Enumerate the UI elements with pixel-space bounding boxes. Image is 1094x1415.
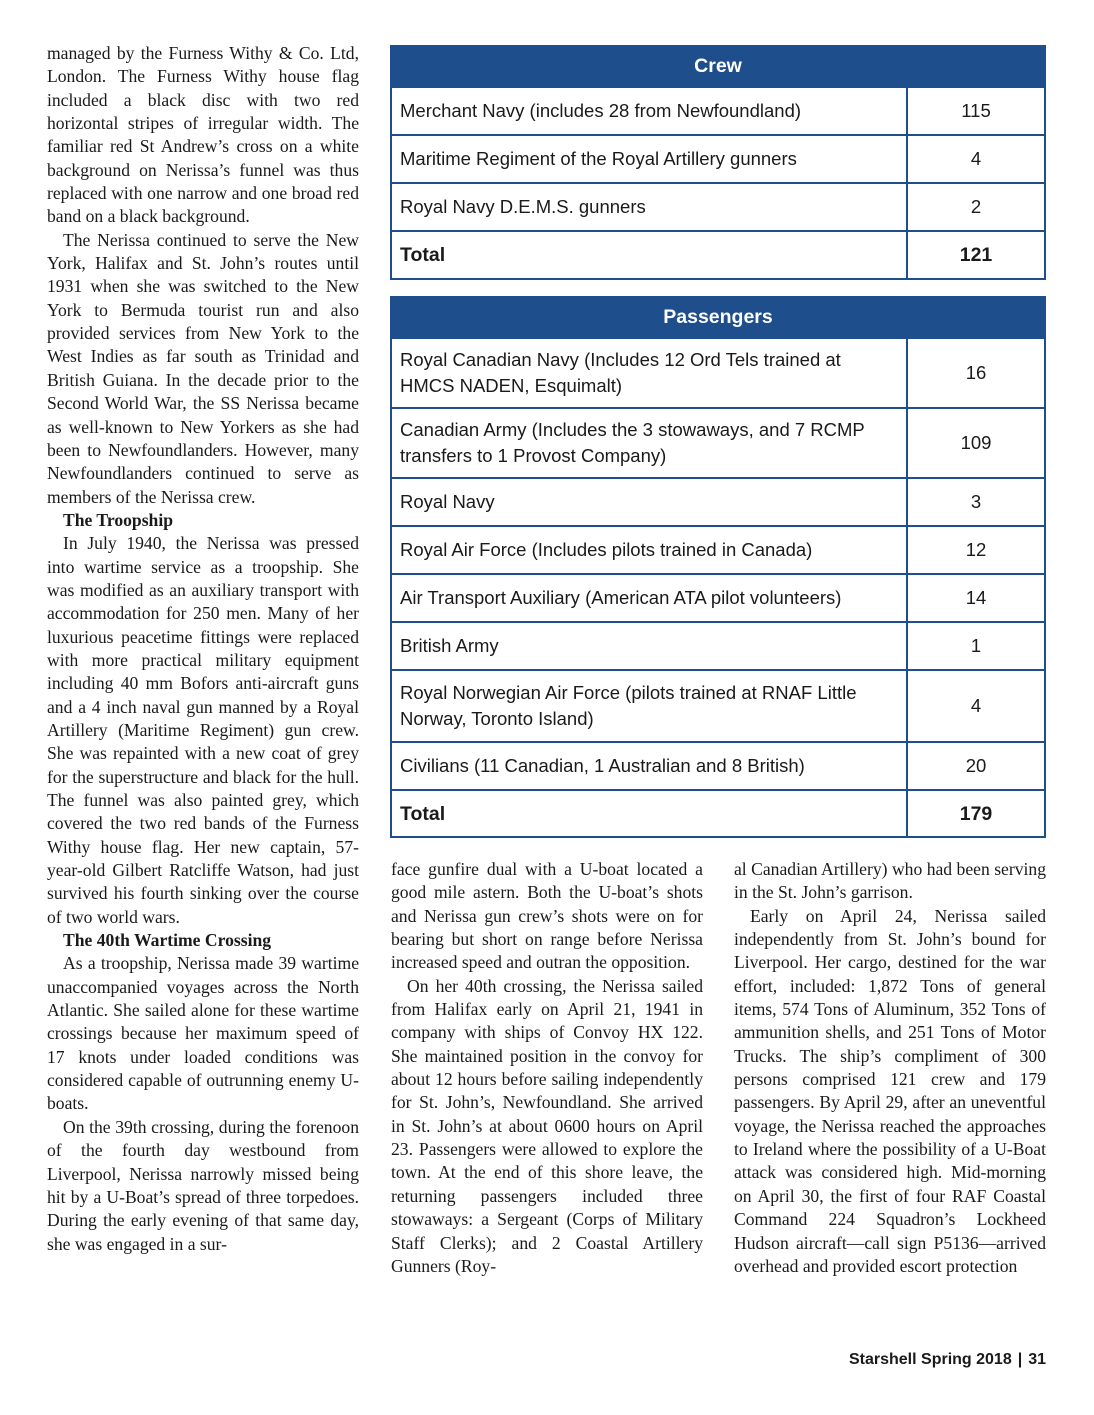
paragraph: The Nerissa continued to serve the New York, Halifax and St. John’s routes until 1931 when she was switched to the New York to Bermuda tourist run and also provided services from New York to the West Indies as far south as Trinidad and British Guiana. In the decade prior to the Second World War, the SS Nerissa became as well-known to New Yorkers as she had been to Newfoundlanders. However, many Newfoundlanders continued to serve as members of the Nerissa crew. <box>47 229 359 507</box>
total-label: Total <box>391 231 907 279</box>
row-label: Royal Norwegian Air Force (pilots trained at RNAF Little Norway, Toronto Island) <box>391 670 907 742</box>
crew-table-title: Crew <box>391 46 1045 87</box>
paragraph: On her 40th crossing, the Nerissa sailed from Halifax early on April 21, 1941 in company with ships of Convoy HX 122. She maintained position in the convoy for about 12 hours before sailing independently for St. John’s, Newfoundland. She arrived in St. John’s at about 0600 hours on April 23. Passengers were allowed to explore the town. At the end of this shore leave, the returning passengers included three stowaways: a Sergeant (Corps of Military Staff Clerks); and 2 Coastal Artillery Gunners (Roy- <box>391 975 703 1276</box>
table-row <box>391 622 1045 670</box>
table-header-row <box>391 297 1045 338</box>
row-value: 4 <box>907 135 1045 183</box>
total-label: Total <box>391 790 907 837</box>
section-heading: The 40th Wartime Crossing <box>63 930 272 951</box>
table-row <box>391 526 1045 574</box>
table-row <box>391 574 1045 622</box>
row-value: 4 <box>907 670 1045 742</box>
passengers-table-title: Passengers <box>391 297 1045 338</box>
row-label: Royal Navy D.E.M.S. gunners <box>391 183 907 231</box>
total-value: 179 <box>907 790 1045 837</box>
table-row <box>391 183 1045 231</box>
row-label: Royal Canadian Navy (Includes 12 Ord Tels trained at HMCS NADEN, Esquimalt) <box>391 338 907 408</box>
row-label: Royal Navy <box>391 478 907 526</box>
paragraph: In July 1940, the Nerissa was pressed into wartime service as a troopship. She was modified as an auxiliary transport with accommodation for 250 men. Many of her luxurious peacetime fittings were replaced with more practical military equipment including 40 mm Bofors anti-aircraft guns and a 4 inch naval gun manned by a Royal Artillery (Maritime Regiment) gun crew. She was repainted with a new coat of grey for the superstructure and black for the hull. The funnel was also painted grey, which covered the two red bands of the Furness Withy house flag. Her new captain, 57-year-old Gilbert Ratcliffe Watson, had just survived his fourth sinking over the course of two world wars. <box>47 533 359 927</box>
paragraph: Early on April 24, Nerissa sailed independently from St. John’s bound for Liverpool. Her cargo, destined for the war effort, included: 1,872 Tons of general items, 574 Tons of Aluminum, 352 Tons of ammunition shells, and 251 Tons of Motor Trucks. The ship’s compliment of 300 persons comprised 121 crew and 179 passengers. By April 29, after an uneventful voyage, the Nerissa reached the approaches to Ireland where the possibility of a U-Boat attack was considered high. Mid-morning on April 30, the first of four RAF Coastal Command 224 Squadron’s Lockheed Hudson aircraft—call sign P5136—arrived overhead and provided escort protection <box>734 905 1046 1276</box>
table-row <box>391 135 1045 183</box>
row-label: Maritime Regiment of the Royal Artillery gunners <box>391 135 907 183</box>
page-number: 31 <box>1028 1351 1046 1368</box>
total-row <box>391 231 1045 279</box>
row-value: 20 <box>907 742 1045 790</box>
article-column-2 <box>391 858 703 1278</box>
page-footer <box>849 1351 1046 1369</box>
table-row <box>391 338 1045 408</box>
article-column-3 <box>734 858 1046 1278</box>
paragraph: face gunfire dual with a U-boat located a good mile astern. Both the U-boat’s shots and Nerissa gun crew’s shots were on for bearing but short on range before Nerissa increased speed and outran the opposition. <box>391 859 703 973</box>
row-label: Civilians (11 Canadian, 1 Australian and 8 British) <box>391 742 907 790</box>
table-header-row <box>391 46 1045 87</box>
row-value: 14 <box>907 574 1045 622</box>
row-value: 16 <box>907 338 1045 408</box>
table-row <box>391 670 1045 742</box>
table-row <box>391 478 1045 526</box>
row-label: Canadian Army (Includes the 3 stowaways, and 7 RCMP transfers to 1 Provost Company) <box>391 408 907 478</box>
footer-separator: | <box>1017 1351 1023 1368</box>
publication-name: Starshell Spring 2018 <box>848 1351 1012 1368</box>
crew-table <box>390 45 1046 280</box>
row-value: 1 <box>907 622 1045 670</box>
passengers-table <box>390 296 1046 838</box>
row-value: 12 <box>907 526 1045 574</box>
table-row <box>391 87 1045 135</box>
row-label: British Army <box>391 622 907 670</box>
section-heading: The Troopship <box>63 509 174 530</box>
paragraph: On the 39th crossing, during the forenoon of the fourth day westbound from Liverpool, Nerissa narrowly missed being hit by a U-Boat’s spread of three torpedoes. During the early evening of that same day, she was engaged in a sur- <box>47 1116 359 1254</box>
paragraph: managed by the Furness Withy & Co. Ltd, London. The Furness Withy house flag included a black disc with two red horizontal stripes of irregular width. The familiar red St Andrew’s cross on a white background on Nerissa’s funnel was thus replaced with one narrow and one broad red band on a black background. <box>47 43 359 227</box>
table-row <box>391 742 1045 790</box>
paragraph: al Canadian Artillery) who had been serving in the St. John’s garrison. <box>734 859 1046 903</box>
row-value: 115 <box>907 87 1045 135</box>
total-value: 121 <box>907 231 1045 279</box>
row-label: Royal Air Force (Includes pilots trained in Canada) <box>391 526 907 574</box>
total-row <box>391 790 1045 837</box>
paragraph: As a troopship, Nerissa made 39 wartime unaccompanied voyages across the North Atlantic. She sailed alone for these wartime crossings because her maximum speed of 17 knots under loaded conditions was considered capable of outrunning enemy U-boats. <box>47 953 359 1114</box>
row-label: Air Transport Auxiliary (American ATA pilot volunteers) <box>391 574 907 622</box>
table-row <box>391 408 1045 478</box>
article-column-1 <box>47 42 359 1256</box>
row-value: 3 <box>907 478 1045 526</box>
row-value: 2 <box>907 183 1045 231</box>
row-value: 109 <box>907 408 1045 478</box>
row-label: Merchant Navy (includes 28 from Newfoundland) <box>391 87 907 135</box>
